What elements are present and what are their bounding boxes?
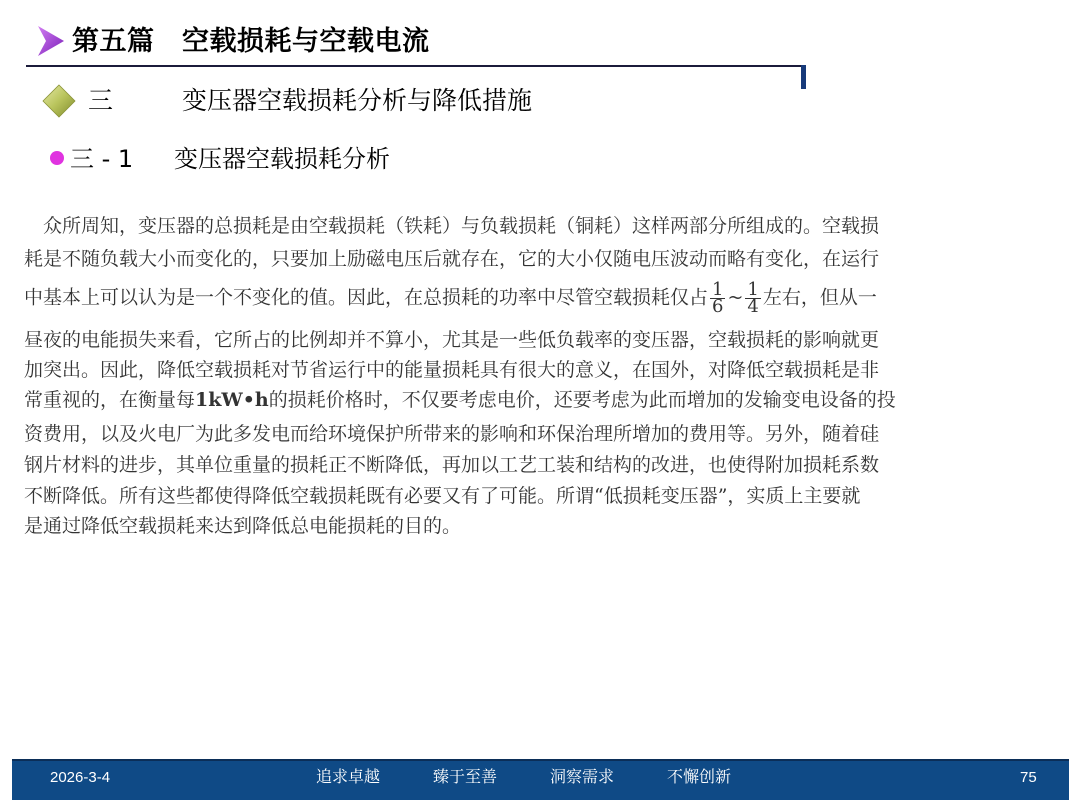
subsection-number: 三 - 1 [70,145,134,173]
body-line-with-fraction [24,279,1024,317]
footer-motto: 不懈创新 [667,767,732,786]
tilde: ~ [727,286,744,309]
title-divider [26,65,804,67]
diamond-bullet-icon [42,84,76,118]
unit-text: 1kW•h [195,389,269,411]
section-number: 三 [88,86,114,115]
body-line-with-unit [24,386,1024,415]
body-line: 昼夜的电能损失来看，它所占的比例却并不算小，尤其是一些低负载率的变压器，空载损耗的影响就更 [24,329,880,351]
footer-motto: 追求卓越 [316,767,381,786]
title-arrow-icon [36,24,66,58]
page-number: 75 [1020,769,1037,786]
page-title: 第五篇 空载损耗与空载电流 [72,26,430,57]
body-text: 左右，但从一 [762,286,877,309]
footer-motto: 臻于至善 [433,767,498,786]
fraction-one-sixth: $\frac{1}{6}$ [712,279,724,317]
footer-date: 2026-3-4 [50,769,111,786]
fraction-one-quarter: $\frac{1}{4}$ [747,279,759,317]
body-line: 钢片材料的进步，其单位重量的损耗正不断降低，再加以工艺工装和结构的改进，也使得附加损耗系数 [24,454,880,476]
footer-bar [12,759,1069,800]
body-text: 中基本上可以认为是一个不变化的值。因此，在总损耗的功率中尽管空载损耗仅占 [24,286,709,309]
body-line: 加突出。因此，降低空载损耗对节省运行中的能量损耗具有很大的意义，在国外，对降低空载损耗是非 [24,359,880,381]
body-text: 常重视的，在衡量每 [24,389,196,411]
title-divider-tick [801,65,806,89]
subsection-title: 变压器空载损耗分析 [174,145,390,173]
footer-motto: 洞察需求 [550,767,615,786]
body-line: 众所周知，变压器的总损耗是由空载损耗（铁耗）与负载损耗（铜耗）这样两部分所组成的。空载损 [24,215,880,237]
magenta-bullet-icon [50,151,64,165]
body-line: 耗是不随负载大小而变化的，只要加上励磁电压后就存在，它的大小仅随电压波动而略有变化，在运行 [24,248,880,270]
body-line: 资费用，以及火电厂为此多发电而给环境保护所带来的影响和环保治理所增加的费用等。另外，随着硅 [24,423,880,445]
body-line: 是通过降低空载损耗来达到降低总电能损耗的目的。 [24,515,462,537]
body-line: 不断降低。所有这些都使得降低空载损耗既有必要又有了可能。所谓“低损耗变压器”，实质上主要就 [24,485,861,507]
body-text: 的损耗价格时，不仅要考虑电价，还要考虑为此而增加的发输变电设备的投 [268,389,896,411]
section-title: 变压器空载损耗分析与降低措施 [182,86,533,115]
